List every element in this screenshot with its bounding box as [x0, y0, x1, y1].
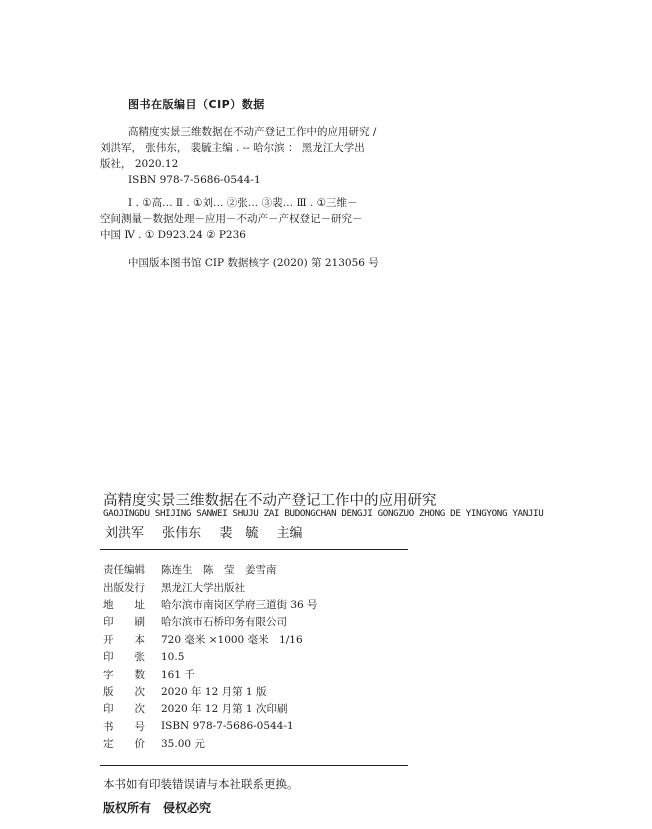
spec-row [103, 596, 318, 613]
author-name: 刘洪军 [105, 526, 145, 541]
spec-value: 35.00 元 [161, 738, 205, 751]
spec-label: 书 号 [103, 720, 145, 733]
spec-label: 印 次 [103, 703, 145, 716]
spec-label: 印 张 [103, 651, 145, 664]
spec-label: 开 本 [103, 633, 145, 646]
spec-value: ISBN 978-7-5686-0544-1 [161, 720, 294, 733]
spec-label: 责任编辑 [103, 564, 145, 577]
copyright-notice: 版权所有 侵权必究 [103, 801, 212, 815]
book-authors [105, 522, 316, 541]
spec-row [103, 665, 318, 682]
spec-label: 版 次 [103, 685, 145, 698]
cip-classification-line: 中国 Ⅳ . ① D923.24 ② P236 [100, 229, 246, 241]
spec-row [103, 683, 318, 700]
cip-classification [100, 195, 363, 243]
author-role: 主编 [276, 526, 303, 541]
cip-isbn-line: ISBN 978-7-5686-0544-1 [128, 174, 261, 186]
spec-row [103, 578, 318, 595]
spec-value: 2020 年 12 月第 1 次印刷 [161, 703, 288, 716]
spec-value: 720 毫米 ×1000 毫米 1/16 [161, 633, 303, 646]
spec-value: 10.5 [161, 650, 185, 663]
spec-label: 印 刷 [103, 616, 145, 629]
spec-label: 字 数 [103, 668, 145, 681]
divider-top [100, 549, 408, 550]
divider-bottom [100, 765, 408, 766]
spec-value: 陈连生 陈 莹 姜雪南 [161, 564, 277, 577]
cip-entry-line: 版社， 2020.12 [100, 158, 179, 170]
cip-classification-line: Ⅰ . ①高… Ⅱ . ①刘… ②张… ③裴… Ⅲ . ①三维－ [128, 197, 358, 209]
spec-row [103, 561, 318, 578]
spec-label: 地 址 [103, 598, 145, 611]
spec-value: 哈尔滨市南岗区学府三道街 36 号 [161, 598, 318, 611]
spec-label: 定 价 [103, 738, 145, 751]
spec-value: 2020 年 12 月第 1 版 [161, 685, 267, 698]
cip-library-record: 中国版本图书馆 CIP 数据核字 (2020) 第 213056 号 [128, 257, 379, 269]
author-name: 裴 毓 [219, 526, 259, 541]
cip-entry-line: 高精度实景三维数据在不动产登记工作中的应用研究 / [128, 126, 377, 138]
cip-heading: 图书在版编目（CIP）数据 [128, 98, 265, 111]
spec-row [103, 735, 318, 752]
book-title: 高精度实景三维数据在不动产登记工作中的应用研究 [103, 493, 437, 509]
spec-row [103, 700, 318, 717]
spec-row [103, 718, 318, 735]
spec-row [103, 631, 318, 648]
publication-specs [103, 561, 318, 752]
book-title-pinyin: GAOJINGDU SHIJING SANWEI SHUJU ZAI BUDONGCHAN DENGJI GONGZUO ZHONG DE YINGYONG YANJIU [103, 508, 544, 519]
spec-row [103, 648, 318, 665]
spec-value: 161 千 [161, 668, 195, 681]
cip-classification-line: 空间测量－数据处理－应用－不动产－产权登记－研究－ [100, 213, 363, 225]
spec-label: 出版发行 [103, 581, 145, 594]
cip-entry-line: 刘洪军， 张伟东， 裴毓主编 . -- 哈尔滨 ： 黑龙江大学出 [100, 142, 365, 154]
spec-value: 哈尔滨市石桥印务有限公司 [161, 616, 287, 629]
spec-value: 黑龙江大学出版社 [161, 581, 245, 594]
spec-row [103, 613, 318, 630]
author-name: 张伟东 [162, 526, 202, 541]
replacement-notice: 本书如有印装错误请与本社联系更换。 [103, 777, 299, 791]
cip-entry [100, 124, 376, 188]
